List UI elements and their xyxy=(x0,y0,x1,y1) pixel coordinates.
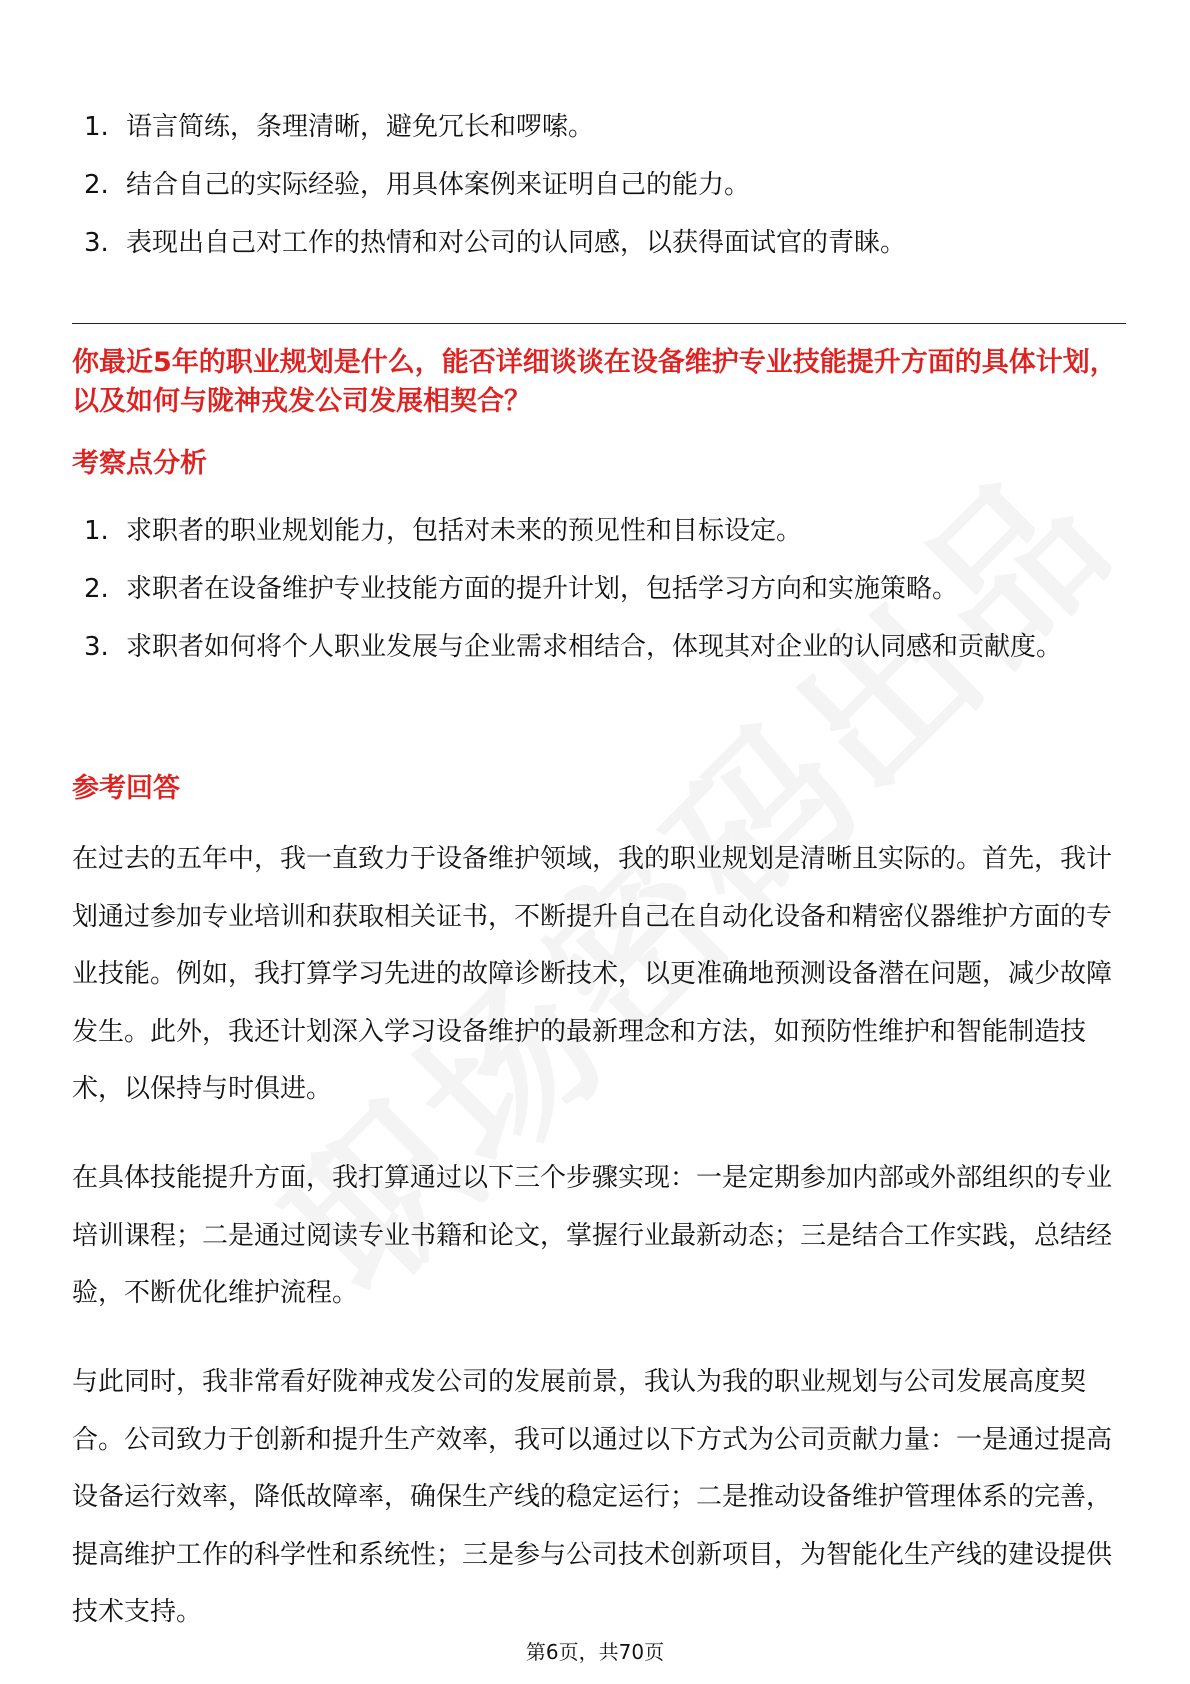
answer-paragraph: 在具体技能提升方面，我打算通过以下三个步骤实现：一是定期参加内部或外部组织的专业培训课程；二是通过阅读专业书籍和论文，掌握行业最新动态；三是结合工作实践，总结经验，不断优化维护流程。 xyxy=(72,1163,1113,1308)
list-item-text: 语言简练，条理清晰，避免冗长和啰嗦。 xyxy=(126,112,595,142)
list-item xyxy=(84,214,1114,272)
list-item-number: 2. xyxy=(84,574,109,604)
question-heading: 你最近5年的职业规划是什么，能否详细谈谈在设备维护专业技能提升方面的具体计划，以及如何与陇神戎发公司发展相契合？ xyxy=(72,347,1117,417)
list-item-number: 1. xyxy=(84,112,109,142)
list-item xyxy=(84,98,1114,156)
list-item-text: 表现出自己对工作的热情和对公司的认同感，以获得面试官的青睐。 xyxy=(126,228,907,258)
list-item xyxy=(84,618,1114,676)
list-item-text: 求职者在设备维护专业技能方面的提升计划，包括学习方向和实施策略。 xyxy=(126,574,959,604)
list-item-number: 2. xyxy=(84,170,109,200)
section-divider xyxy=(72,323,1126,324)
page-number: 第6页，共70页 xyxy=(525,1640,665,1664)
tips-list xyxy=(84,98,1114,272)
list-item-text: 结合自己的实际经验，用具体案例来证明自己的能力。 xyxy=(126,170,751,200)
analysis-list xyxy=(84,502,1114,676)
answer-heading: 参考回答 xyxy=(72,773,180,804)
list-item xyxy=(84,502,1114,560)
list-item-number: 1. xyxy=(84,516,109,546)
list-item-number: 3. xyxy=(84,632,109,662)
answer-paragraph: 与此同时，我非常看好陇神戎发公司的发展前景，我认为我的职业规划与公司发展高度契合。公司致力于创新和提升生产效率，我可以通过以下方式为公司贡献力量：一是通过提高设备运行效率，降低故障率，确保生产线的稳定运行；二是推动设备维护管理体系的完善，提高维护工作的科学性和系统性；三是参与公司技术创新项目，为智能化生产线的建设提供技术支持。 xyxy=(72,1367,1113,1627)
list-item-text: 求职者的职业规划能力，包括对未来的预见性和目标设定。 xyxy=(126,516,803,546)
analysis-heading: 考察点分析 xyxy=(72,448,207,479)
list-item xyxy=(84,560,1114,618)
list-item-text: 求职者如何将个人职业发展与企业需求相结合，体现其对企业的认同感和贡献度。 xyxy=(126,632,1063,662)
list-item-number: 3. xyxy=(84,228,109,258)
answer-paragraph: 在过去的五年中，我一直致力于设备维护领域，我的职业规划是清晰且实际的。首先，我计划通过参加专业培训和获取相关证书，不断提升自己在自动化设备和精密仪器维护方面的专业技能。例如，我打算学习先进的故障诊断技术，以更准确地预测设备潜在问题，减少故障发生。此外，我还计划深入学习设备维护的最新理念和方法，如预防性维护和智能制造技术，以保持与时俱进。 xyxy=(72,844,1113,1104)
list-item xyxy=(84,156,1114,214)
